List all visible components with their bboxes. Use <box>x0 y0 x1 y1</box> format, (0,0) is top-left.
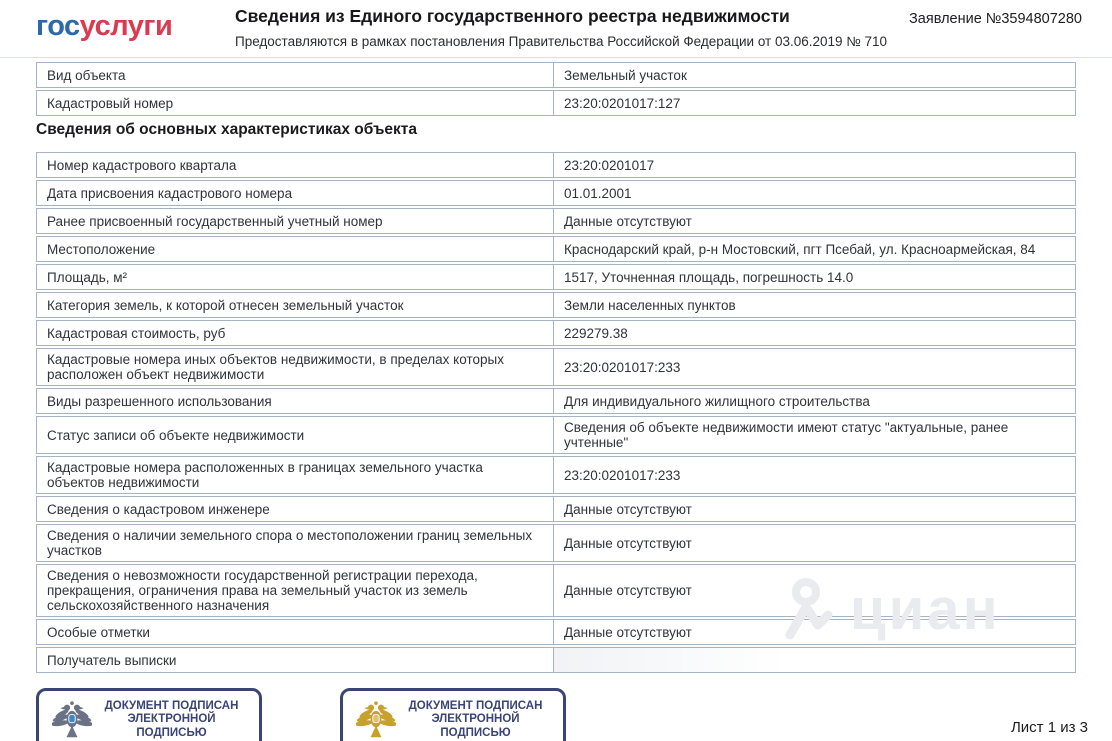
row-label: Вид объекта <box>37 63 554 87</box>
table-row <box>36 62 1076 88</box>
row-value: 23:20:0201017 <box>564 157 655 173</box>
header-titles <box>235 6 895 49</box>
header <box>0 0 1112 58</box>
table-row <box>36 496 1076 522</box>
row-value: Земли населенных пунктов <box>564 297 736 313</box>
row-value: Данные отсутствуют <box>564 624 692 640</box>
row-value: 23:20:0201017:127 <box>564 95 681 111</box>
table-row <box>36 456 1076 494</box>
page-title: Сведения из Единого государственного реестра недвижимости <box>235 6 790 26</box>
row-value-redacted <box>554 648 1075 672</box>
summary-table <box>36 62 1076 118</box>
row-label: Получатель выписки <box>37 648 554 672</box>
row-label: Номер кадастрового квартала <box>37 153 554 177</box>
page-subtitle: Предоставляются в рамках постановления Правительства Российской Федерации от 03.06.2019 № 710 <box>235 34 888 49</box>
table-row <box>36 564 1076 617</box>
row-label: Сведения о кадастровом инженере <box>37 497 554 521</box>
row-label: Сведения о невозможности государственной регистрации перехода, прекращения, ограничения права на земельный участок из земель сельскохозяйственного назначения <box>37 565 554 616</box>
details-table <box>36 152 1076 675</box>
rosreestr-eagle-icon <box>52 699 92 741</box>
row-label: Виды разрешенного использования <box>37 389 554 413</box>
cian-watermark-text: циан <box>850 577 1001 642</box>
row-value: 23:20:0201017:233 <box>564 467 681 483</box>
stamp-line-2: ЭЛЕКТРОННОЙ <box>127 713 216 726</box>
row-value: 229279.38 <box>564 325 628 341</box>
row-value: Данные отсутствуют <box>564 213 692 229</box>
stamp-line-3: ПОДПИСЬЮ <box>440 726 511 739</box>
section-title: Сведения об основных характеристиках объекта <box>36 121 418 138</box>
table-row <box>36 208 1076 234</box>
row-value: Данные отсутствуют <box>564 583 692 598</box>
table-row <box>36 619 1076 645</box>
row-label: Дата присвоения кадастрового номера <box>37 181 554 205</box>
table-row <box>36 388 1076 414</box>
row-label: Площадь, м² <box>37 265 554 289</box>
table-row <box>36 416 1076 454</box>
row-label: Категория земель, к которой отнесен земельный участок <box>37 293 554 317</box>
row-value: Данные отсутствуют <box>564 501 692 517</box>
logo-part-gos: гос <box>36 10 80 42</box>
signature-stamp-rosreestr <box>36 688 262 741</box>
application-number: Заявление №3594807280 <box>909 11 1082 27</box>
row-value: 01.01.2001 <box>564 185 632 201</box>
row-label: Особые отметки <box>37 620 554 644</box>
row-value: Сведения об объекте недвижимости имеют статус "актуальные, ранее учтенные" <box>564 420 1009 450</box>
table-row <box>36 180 1076 206</box>
stamp-line-1: ДОКУМЕНТ ПОДПИСАН <box>104 699 239 712</box>
table-row <box>36 236 1076 262</box>
row-value: Земельный участок <box>564 67 687 83</box>
stamp-line-2: ЭЛЕКТРОННОЙ <box>431 713 520 726</box>
row-value: Для индивидуального жилищного строительства <box>564 393 870 409</box>
row-value: 1517, Уточненная площадь, погрешность 14.0 <box>564 269 854 285</box>
gosuslugi-logo <box>36 10 172 43</box>
row-label: Кадастровая стоимость, руб <box>37 321 554 345</box>
row-label: Кадастровые номера иных объектов недвижимости, в пределах которых расположен объект недвижимости <box>37 349 554 385</box>
signature-stamp-coat-of-arms <box>340 688 566 741</box>
table-row <box>36 90 1076 116</box>
row-value: 23:20:0201017:233 <box>564 359 681 375</box>
table-row <box>36 348 1076 386</box>
table-row <box>36 524 1076 562</box>
row-label: Кадастровые номера расположенных в границах земельного участка объектов недвижимости <box>37 457 554 493</box>
row-label: Кадастровый номер <box>37 91 554 115</box>
table-row <box>36 292 1076 318</box>
table-row <box>36 647 1076 673</box>
page-number: Лист 1 из 3 <box>1010 719 1088 736</box>
row-label: Местоположение <box>37 237 554 261</box>
table-row <box>36 264 1076 290</box>
logo-part-uslugi: услуги <box>79 10 173 42</box>
coat-of-arms-eagle-icon <box>356 699 396 741</box>
table-row <box>36 152 1076 178</box>
row-value: Данные отсутствуют <box>564 535 692 551</box>
table-row <box>36 320 1076 346</box>
row-value: Краснодарский край, р-н Мостовский, пгт Псебай, ул. Красноармейская, 84 <box>564 241 1036 257</box>
stamp-text <box>396 700 563 741</box>
stamp-text <box>92 700 259 741</box>
stamp-line-3: ПОДПИСЬЮ <box>136 726 207 739</box>
row-label: Сведения о наличии земельного спора о местоположении границ земельных участков <box>37 525 554 561</box>
stamp-line-1: ДОКУМЕНТ ПОДПИСАН <box>408 699 543 712</box>
row-label: Ранее присвоенный государственный учетный номер <box>37 209 554 233</box>
row-label: Статус записи об объекте недвижимости <box>37 417 554 453</box>
